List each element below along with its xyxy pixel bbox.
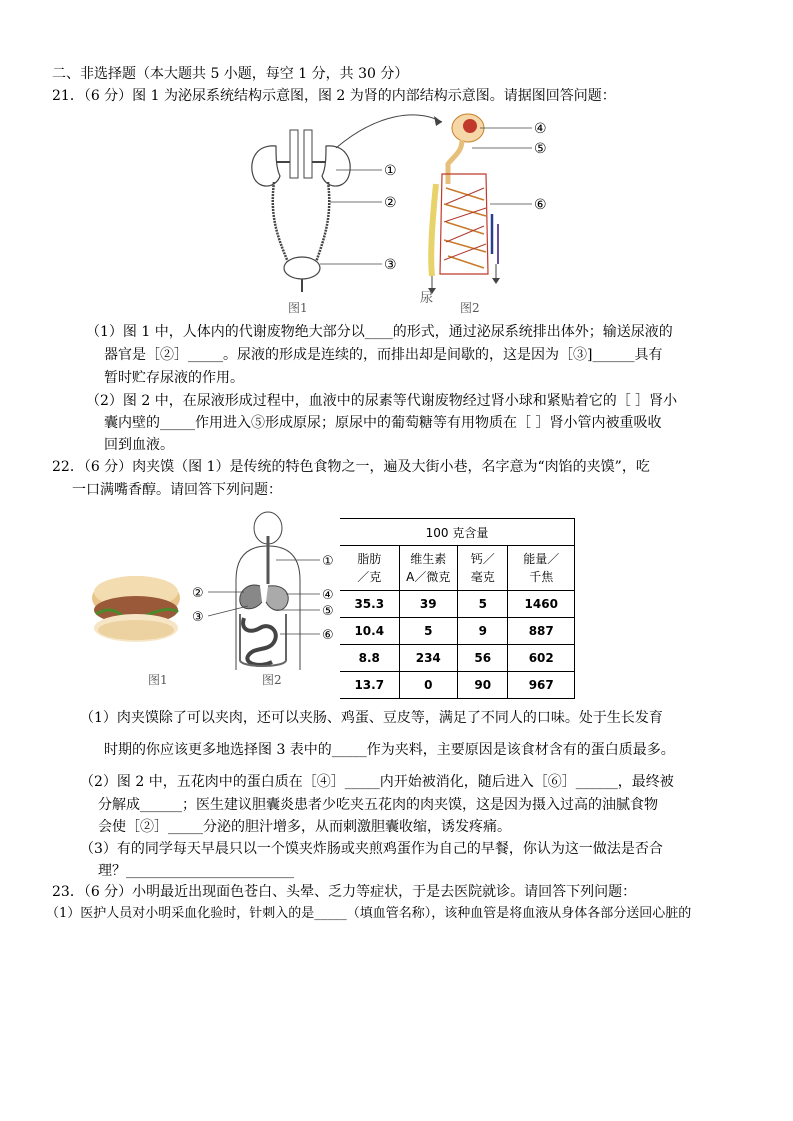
q22-sub1-line1: （1）肉夹馍除了可以夹肉，还可以夹肠、鸡蛋、豆皮等，满足了不同人的口味。处于生长发育 bbox=[80, 710, 663, 726]
section-title: 二、非选择题（本大题共 5 小题，每空 1 分，共 30 分） bbox=[52, 66, 409, 82]
table-cell: 1460 bbox=[508, 591, 575, 618]
q21-figures bbox=[236, 104, 566, 318]
q22-stem-line1: 22．（6 分）肉夹馍（图 1）是传统的特色食物之一，遍及大街小巷，名字意为“肉馅的夹馍”，吃 bbox=[52, 459, 650, 475]
q23-sub1: （1）医护人员对小明采血化验时，针刺入的是_____（填血管名称），该种血管是将血液从身体各部分送回心脏的 bbox=[46, 906, 692, 921]
table-cell: 13.7 bbox=[340, 672, 399, 699]
digestive-system-diagram bbox=[192, 512, 334, 687]
q21-stem: 21．（6 分）图 1 为泌尿系统结构示意图，图 2 为肾的内部结构示意图。请据图回答问题： bbox=[52, 88, 616, 104]
label-5: ⑤ bbox=[534, 141, 547, 157]
q22-sub3-line1: （3）有的同学每天早晨只以一个馍夹炸肠或夹煎鸡蛋作为自己的早餐，你认为这一做法是否合 bbox=[80, 841, 663, 857]
nutrition-table bbox=[340, 518, 575, 699]
q22-fig2-caption: 图2 bbox=[262, 673, 282, 687]
q21-sub2-line1: （2）图 2 中，在尿液形成过程中，血液中的尿素等代谢废物经过肾小球和紧贴着它的［ ］肾小 bbox=[86, 393, 678, 409]
q22-sub1-line2: 时期的你应该更多地选择图 3 表中的_____作为夹料，主要原因是该食材含有的蛋白质最多。 bbox=[104, 742, 675, 758]
table-header-fat: 脂肪 ／克 bbox=[340, 546, 399, 591]
label-2: ② bbox=[384, 195, 397, 211]
table-cell: 602 bbox=[508, 645, 575, 672]
nephron-diagram bbox=[420, 114, 547, 315]
q22-stem-line2: 一口满嘴香醇。请回答下列问题： bbox=[72, 482, 282, 498]
q21-sub2-line2: 囊内壁的_____作用进入⑤形成原尿；原尿中的葡萄糖等有用物质在［ ］肾小管内被重吸收 bbox=[104, 415, 662, 431]
table-cell: 39 bbox=[399, 591, 457, 618]
q21-sub1-line2: 器官是［②］_____。尿液的形成是连续的，而排出却是间歇的，这是因为［③]______具有 bbox=[104, 347, 663, 363]
label-4: ④ bbox=[534, 121, 547, 137]
table-cell: 887 bbox=[508, 618, 575, 645]
q22-label-1: ① bbox=[322, 554, 334, 569]
table-row bbox=[340, 618, 575, 645]
table-header-vitamin-a: 维生素 A／微克 bbox=[399, 546, 457, 591]
table-header-energy: 能量／ 千焦 bbox=[508, 546, 575, 591]
q22-label-3: ③ bbox=[192, 610, 204, 625]
table-row bbox=[340, 645, 575, 672]
label-3: ③ bbox=[384, 257, 397, 273]
roujiamo-photo bbox=[92, 576, 180, 687]
q23-stem: 23．（6 分）小明最近出现面色苍白、头晕、乏力等症状，于是去医院就诊。请回答下列问题： bbox=[52, 884, 637, 900]
q22-sub2-line2: 分解成______；医生建议胆囊炎患者少吃夹五花肉的肉夹馍，这是因为摄入过高的油腻食物 bbox=[98, 797, 658, 813]
table-cell: 56 bbox=[458, 645, 508, 672]
table-title: 100 克含量 bbox=[340, 519, 575, 546]
q21-sub1-line3: 暂时贮存尿液的作用。 bbox=[104, 370, 244, 386]
table-cell: 967 bbox=[508, 672, 575, 699]
table-row bbox=[340, 591, 575, 618]
label-1: ① bbox=[384, 163, 397, 179]
urine-label: 尿 bbox=[420, 291, 434, 306]
table-cell: 5 bbox=[399, 618, 457, 645]
table-cell: 234 bbox=[399, 645, 457, 672]
q22-figures bbox=[90, 510, 350, 690]
q22-label-6: ⑥ bbox=[322, 628, 334, 643]
q22-sub3-line2: 理？________________________ bbox=[98, 863, 294, 879]
q22-label-2: ② bbox=[192, 586, 204, 601]
table-header-calcium: 钙／ 毫克 bbox=[458, 546, 508, 591]
urinary-system-diagram bbox=[252, 130, 397, 315]
table-cell: 35.3 bbox=[340, 591, 399, 618]
q22-sub2-line3: 会使［②］_____分泌的胆汁增多，从而刺激胆囊收缩，诱发疼痛。 bbox=[98, 819, 511, 835]
q21-sub2-line3: 回到血液。 bbox=[104, 437, 174, 453]
table-row bbox=[340, 672, 575, 699]
q22-label-5: ⑤ bbox=[322, 604, 334, 619]
q21-sub1-line1: （1）图 1 中，人体内的代谢废物绝大部分以____的形式，通过泌尿系统排出体外；输送尿液的 bbox=[86, 324, 673, 340]
table-cell: 5 bbox=[458, 591, 508, 618]
table-cell: 9 bbox=[458, 618, 508, 645]
label-6: ⑥ bbox=[534, 197, 547, 213]
table-cell: 8.8 bbox=[340, 645, 399, 672]
q22-label-4: ④ bbox=[322, 588, 334, 603]
table-cell: 10.4 bbox=[340, 618, 399, 645]
fig2-caption: 图2 bbox=[460, 301, 480, 315]
table-cell: 0 bbox=[399, 672, 457, 699]
q22-fig1-caption: 图1 bbox=[148, 673, 168, 687]
fig1-caption: 图1 bbox=[288, 301, 308, 315]
table-cell: 90 bbox=[458, 672, 508, 699]
q22-sub2-line1: （2）图 2 中，五花肉中的蛋白质在［④］_____内开始被消化，随后进入［⑥］______，最终被 bbox=[80, 774, 674, 790]
